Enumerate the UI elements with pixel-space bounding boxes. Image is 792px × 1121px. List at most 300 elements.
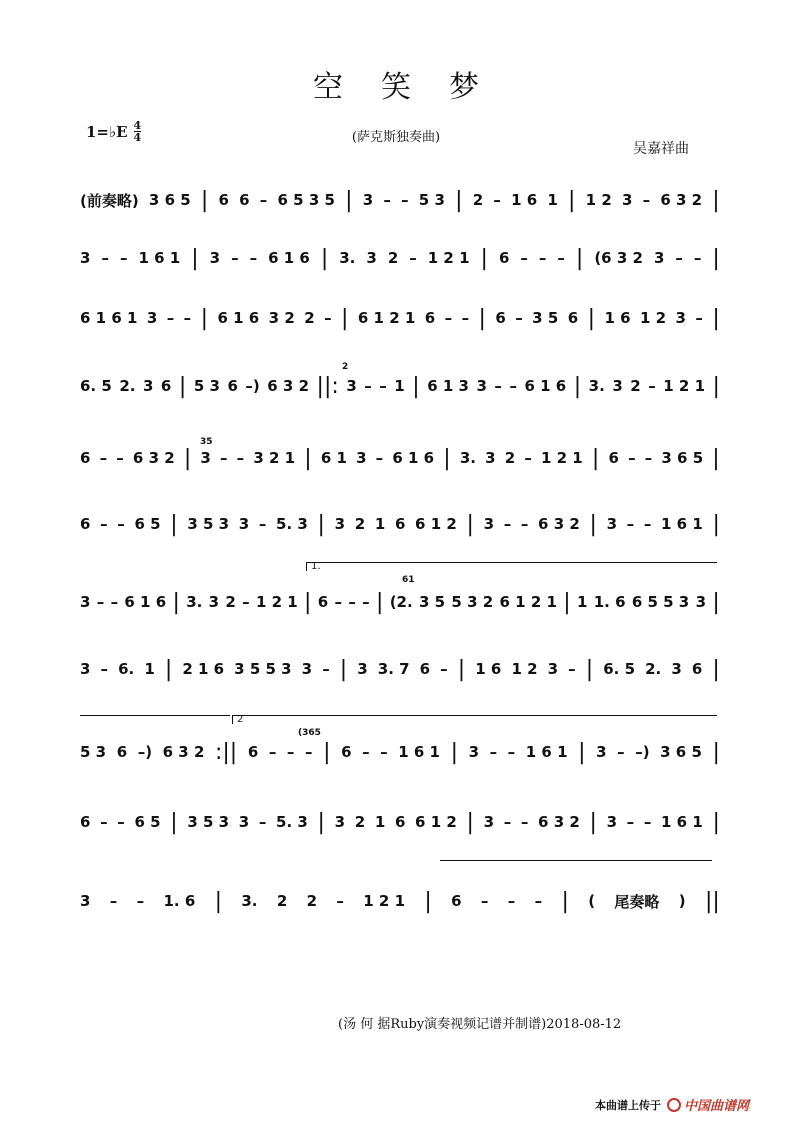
note: 3 [621, 191, 633, 209]
note: 1 [547, 191, 558, 209]
dash-note: –) [245, 377, 260, 395]
dash-note: – [515, 309, 523, 327]
dash-note: – [534, 892, 543, 910]
note: 6 1 6 1 [80, 309, 138, 327]
note-row [80, 657, 720, 681]
note: 1 2 1 [427, 249, 470, 267]
meter-top: 4 [133, 119, 142, 132]
note-row [80, 446, 720, 470]
dash-note: – [617, 743, 625, 761]
site-logo[interactable] [667, 1095, 749, 1114]
barline: | [712, 656, 720, 682]
note: 6. [118, 660, 135, 678]
key-label: 1=♭E [86, 122, 128, 141]
barline: | [573, 373, 582, 399]
note: 6 1 6 [268, 249, 310, 267]
barline: | [183, 445, 192, 471]
transcription-credit: (汤 何 据Ruby演奏视频记谱并制谱)2018-08-12 [338, 1017, 622, 1032]
dash-note: – [644, 449, 653, 467]
barline: | [339, 656, 348, 682]
dash-note: – [401, 191, 409, 209]
dash-note: – [626, 813, 635, 831]
note: 1 2 [511, 660, 538, 678]
note: 2 [225, 593, 236, 611]
barline: | [323, 739, 331, 765]
grace-note-35: 35 [200, 437, 213, 447]
dash-note: – [675, 249, 683, 267]
dash-note: – [538, 249, 547, 267]
note: 1 2 1 [255, 593, 298, 611]
note: 2 [630, 377, 641, 395]
note: 6 5 3 5 [277, 191, 335, 209]
staff-line-8 [80, 645, 720, 687]
dash-note: – [520, 249, 528, 267]
note: 3 [483, 515, 495, 533]
note: 3 [366, 249, 377, 267]
dash-note: – [268, 743, 277, 761]
barline: | [578, 739, 586, 765]
note-row [80, 188, 720, 212]
dash-note: – [236, 449, 245, 467]
note: 6 3 2 [162, 743, 205, 761]
upload-label: 本曲谱上传于 [595, 1098, 661, 1112]
dash-note: – [258, 813, 267, 831]
dash-note: – [116, 449, 124, 467]
note: 6 [495, 309, 506, 327]
note: 2 [354, 515, 366, 533]
note: 3. [339, 249, 356, 267]
continuation-line [80, 715, 230, 716]
note: 6 [691, 660, 703, 678]
dash-note: – [242, 593, 250, 611]
barline: | [317, 511, 325, 537]
note: (6 3 2 [594, 249, 643, 267]
note: ) [678, 892, 686, 910]
note: 6 [451, 892, 462, 910]
note: 1 2 1 [363, 892, 406, 910]
staff-line-9 [80, 728, 720, 770]
barline: | [712, 373, 720, 399]
barline: | [589, 511, 597, 537]
note-row [80, 246, 720, 270]
note: 3 [209, 249, 221, 267]
note: 6 [80, 813, 91, 831]
note: 6. 5 [80, 377, 112, 395]
note: 3 6 5 [660, 743, 702, 761]
upload-notice [595, 1095, 749, 1114]
note-row [80, 810, 720, 834]
dash-note: – [648, 377, 656, 395]
note: 6. 5 [603, 660, 636, 678]
note: 3 [238, 813, 250, 831]
barline: | [375, 589, 384, 615]
staff-line-4 [80, 362, 720, 404]
dash-note: – [364, 377, 372, 395]
note: 6 [394, 515, 406, 533]
note: 3 5 3 [187, 515, 230, 533]
dash-note: – [503, 813, 512, 831]
note: 1 6 1 [661, 515, 703, 533]
note: 3 [695, 593, 706, 611]
note: 1 6 1 [661, 813, 703, 831]
barline: | [712, 809, 720, 835]
dash-note: – [119, 249, 128, 267]
barline: | [712, 589, 720, 615]
staff-line-10 [80, 798, 720, 840]
dash-note: – [259, 191, 268, 209]
note: (前奏略) [80, 191, 139, 210]
dash-note: – [117, 813, 125, 831]
barline: | [164, 656, 173, 682]
note: 1 [144, 660, 155, 678]
note: 尾奏略 [614, 892, 660, 911]
note: 3 [200, 449, 211, 467]
barline: | [575, 245, 584, 271]
note: 3 [671, 660, 682, 678]
note: 6 [424, 309, 436, 327]
barline: | [172, 589, 180, 615]
note: 1 6 1 [398, 743, 440, 761]
note: 3 [346, 377, 357, 395]
note: 3 [356, 449, 367, 467]
dash-note: – [99, 449, 108, 467]
note: 2 1 6 [182, 660, 225, 678]
dash-note: –) [635, 743, 650, 761]
note: 5 3 [80, 743, 107, 761]
note: 6 [567, 309, 579, 327]
note: 5 3 [418, 191, 445, 209]
note: 6 1 2 1 [357, 309, 416, 327]
dash-note: – [628, 449, 636, 467]
note: 3 [362, 191, 374, 209]
barline: | [320, 245, 329, 271]
page-title: 空笑梦 [313, 70, 517, 105]
dash-note: – [520, 813, 529, 831]
barline: | [450, 739, 458, 765]
note: 3 [80, 660, 91, 678]
note-row [80, 889, 720, 913]
barline: | [480, 245, 488, 271]
note: 6 5 [134, 515, 161, 533]
logo-text: 中国曲谱网 [684, 1099, 750, 1114]
note: 2. [119, 377, 136, 395]
barline: | [712, 739, 720, 765]
note: 6 [247, 743, 259, 761]
note: 6 [341, 743, 352, 761]
note: 3 [485, 449, 496, 467]
staff-line-3 [80, 294, 720, 336]
dash-note: – [489, 743, 498, 761]
dash-note: – [136, 892, 145, 910]
dash-note: –) [137, 743, 153, 761]
note: 3 [547, 660, 559, 678]
staff-line-1 [80, 176, 720, 218]
staff-line-2 [80, 234, 720, 276]
dash-note: – [348, 593, 356, 611]
note: 6 [80, 515, 91, 533]
dash-note: – [304, 743, 313, 761]
note: 2 [387, 249, 399, 267]
dash-note: – [375, 449, 384, 467]
barline: | [341, 305, 349, 331]
note: 3 [612, 377, 623, 395]
dash-note: – [493, 191, 501, 209]
barline: | [563, 589, 571, 615]
note: 2 [276, 892, 288, 910]
barline: | [712, 511, 720, 537]
note: 6 1 2 1 [499, 593, 557, 611]
dash-note: – [494, 377, 502, 395]
note-row [80, 306, 720, 330]
barline: :|| [214, 739, 238, 765]
note: 6 3 2 [538, 813, 580, 831]
note: 6 [608, 449, 619, 467]
dash-note: – [362, 743, 370, 761]
note: 2 [354, 813, 366, 831]
note: (2. [389, 593, 413, 611]
dash-note: – [379, 377, 387, 395]
note: 3 [357, 660, 368, 678]
dash-note: – [440, 660, 448, 678]
ending-line [440, 860, 712, 861]
note: 2 [504, 449, 516, 467]
note: 3 [675, 309, 686, 327]
note: 3 [483, 813, 495, 831]
note: 6 1 3 [427, 377, 469, 395]
note: 3 [596, 743, 607, 761]
note: ( [588, 892, 596, 910]
note: 6 3 2 [538, 515, 580, 533]
meter-bottom: 4 [133, 131, 142, 144]
dash-note: – [524, 449, 532, 467]
logo-mark-icon [667, 1098, 681, 1112]
note: 2. [645, 660, 662, 678]
note: 3. [241, 892, 258, 910]
dash-note: – [507, 743, 516, 761]
note: 6 5 [134, 813, 161, 831]
volta-bracket-2: 2 [232, 715, 717, 724]
note: 3 [80, 593, 91, 611]
dash-note: – [444, 309, 453, 327]
dash-note: – [100, 813, 108, 831]
barline: | [200, 187, 209, 213]
dash-note: – [362, 593, 370, 611]
note: 6 1 2 [415, 813, 457, 831]
barline: | [712, 305, 720, 331]
note: 2 [472, 191, 484, 209]
note: 1 2 [640, 309, 667, 327]
note: 1 2 [585, 191, 612, 209]
dash-note: – [461, 309, 470, 327]
dash-note: – [643, 813, 652, 831]
staff-line-7 [80, 578, 720, 620]
note: 3 [208, 593, 220, 611]
dash-note: – [380, 743, 388, 761]
note: 1 [374, 813, 386, 831]
barline: | [317, 809, 325, 835]
note: 6 [227, 377, 238, 395]
dash-note: – [100, 515, 108, 533]
dash-note: – [96, 593, 105, 611]
note: 6 [394, 813, 406, 831]
note: 1 2 1 [663, 377, 706, 395]
note: 1 6 [604, 309, 631, 327]
dash-note: – [507, 892, 516, 910]
note: 5 3 2 [451, 593, 494, 611]
note: 6 [317, 593, 329, 611]
note: 6 [116, 743, 128, 761]
barline: | [712, 245, 720, 271]
staff-line-5 [80, 434, 720, 476]
barline: | [561, 888, 569, 914]
note: 6 1 6 [524, 377, 567, 395]
barline: | [478, 305, 486, 331]
note: 6 [239, 191, 250, 209]
barline: | [345, 187, 353, 213]
barline: | [589, 809, 597, 835]
note: 6 1 6 [392, 449, 435, 467]
note-row [80, 512, 720, 536]
note: 1 6 1 [525, 743, 568, 761]
note: 6 1 6 [124, 593, 167, 611]
dash-note: – [322, 660, 330, 678]
note: 6 [218, 191, 229, 209]
barline: | [443, 445, 451, 471]
dash-note: – [334, 593, 343, 611]
note: 6 5 5 3 [631, 593, 690, 611]
dash-note: – [643, 515, 652, 533]
barline: | [568, 187, 576, 213]
dash-note: – [568, 660, 576, 678]
note: 2 [304, 309, 315, 327]
note: 3 5 [419, 593, 446, 611]
barline: || [704, 888, 720, 914]
dash-note: – [480, 892, 489, 910]
note: 3. [186, 593, 203, 611]
note: 3. [459, 449, 476, 467]
barline: | [170, 809, 178, 835]
barline: | [200, 305, 209, 331]
dash-note: – [626, 515, 635, 533]
staff-line-6 [80, 500, 720, 542]
dash-note: – [693, 249, 702, 267]
dash-note: – [642, 191, 651, 209]
barline: ||: [316, 373, 339, 399]
note: 1 6 [475, 660, 502, 678]
note: 3 6 5 [661, 449, 704, 467]
barline: | [712, 445, 720, 471]
dash-note: – [166, 309, 175, 327]
note-row [80, 590, 720, 614]
grace-note-2: 2 [342, 362, 349, 372]
barline: | [466, 809, 474, 835]
dash-note: – [503, 515, 512, 533]
barline: | [457, 656, 466, 682]
dash-note: – [249, 249, 258, 267]
barline: | [587, 305, 596, 331]
barline: | [214, 888, 223, 914]
dash-note: – [286, 743, 295, 761]
dash-note: – [220, 449, 228, 467]
note: 3 5 [532, 309, 559, 327]
note-row [80, 374, 720, 398]
note: 3. 7 [377, 660, 410, 678]
note: 6 [80, 449, 91, 467]
note: 6 1 6 [217, 309, 260, 327]
barline: | [591, 445, 600, 471]
note: 6 [160, 377, 172, 395]
barline: | [304, 589, 312, 615]
dash-note: – [117, 515, 125, 533]
note: 1 [394, 377, 405, 395]
dash-note: – [557, 249, 565, 267]
note: 3 [80, 892, 91, 910]
note: 3 2 [268, 309, 295, 327]
barline: | [455, 187, 463, 213]
grace-note-365: (365 [298, 728, 321, 738]
note: 1 [374, 515, 386, 533]
barline: | [424, 888, 432, 914]
note: 1 6 [511, 191, 538, 209]
note: 3 6 5 [148, 191, 191, 209]
note: 6 3 2 [132, 449, 175, 467]
subtitle: (萨克斯独奏曲) [351, 130, 441, 145]
note: 3 [334, 515, 346, 533]
note: 6 3 2 [660, 191, 703, 209]
grace-note-61: 61 [402, 575, 415, 585]
note: 6 [498, 249, 510, 267]
note: 3 2 1 [253, 449, 296, 467]
note: 3 [301, 660, 313, 678]
dash-note: – [110, 593, 119, 611]
dash-note: – [324, 309, 332, 327]
note: 3 [80, 249, 91, 267]
note: 2 [306, 892, 318, 910]
note: 1 6 1 [138, 249, 181, 267]
note: 3. [588, 377, 605, 395]
note: 3 [468, 743, 480, 761]
barline: | [191, 245, 199, 271]
staff-line-11 [80, 877, 720, 919]
note: 1. 6 [163, 892, 196, 910]
note: 3 5 5 3 [234, 660, 292, 678]
note: 6 3 2 [267, 377, 310, 395]
barline: | [178, 373, 187, 399]
dash-note: – [509, 377, 517, 395]
dash-note: – [409, 249, 417, 267]
note: 3 [238, 515, 250, 533]
note: 6 [419, 660, 431, 678]
note: 3 [146, 309, 158, 327]
note: 3 [334, 813, 346, 831]
note: 3 5 3 [187, 813, 230, 831]
barline: | [304, 445, 312, 471]
note: 3 [606, 515, 617, 533]
dash-note: – [258, 515, 267, 533]
dash-note: – [183, 309, 192, 327]
dash-note: – [695, 309, 703, 327]
note: 3 [606, 813, 617, 831]
barline: | [466, 511, 474, 537]
dash-note: – [383, 191, 391, 209]
barline: | [412, 373, 420, 399]
note: 5. 3 [276, 515, 308, 533]
note: 1. 6 [593, 593, 626, 611]
dash-note: – [109, 892, 118, 910]
note: 1 2 1 [540, 449, 583, 467]
dash-note: – [231, 249, 239, 267]
dash-note: – [101, 249, 109, 267]
